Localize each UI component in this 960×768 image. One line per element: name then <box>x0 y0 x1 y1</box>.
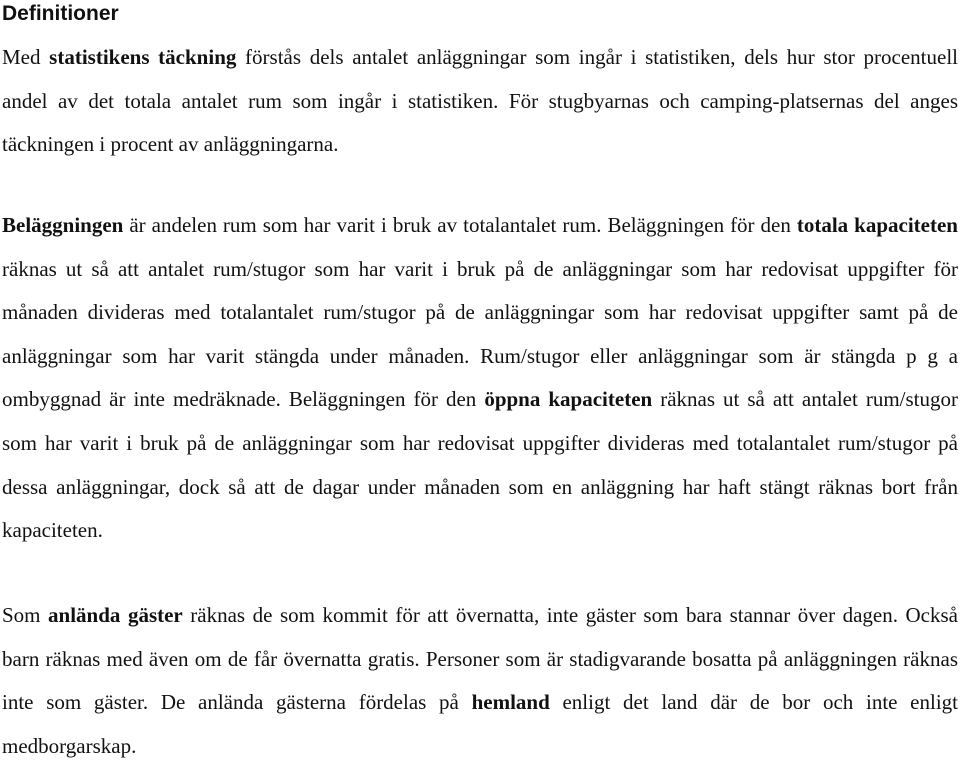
term-open-capacity: öppna kapaciteten <box>484 387 653 412</box>
term-arriving-guests: anlända gäster <box>48 603 183 627</box>
text-run: räknas de som kommit för att övernatta, inte gäster som bara stannar över dagen. Också barn räknas med även om de får övernatta gratis. Personer som är stadigvarande bosatta på anläggningen räknas inte som gäster. De anlända gästerna fördelas på <box>2 603 958 714</box>
term-total-capacity: totala kapaciteten <box>796 213 958 237</box>
paragraph-occupancy <box>2 204 958 553</box>
section-heading: Definitioner <box>2 2 119 25</box>
paragraph-coverage <box>2 36 958 167</box>
text-run: räknas ut så att antalet rum/stugor som har varit i bruk på de anläggningar som har redovisat uppgifter för månaden divideras med totalantalet rum/stugor på de anläggningar som har redovisat uppgifter samt på de anläggningar som har varit stängda under månaden. Rum/stugor eller anläggningar som är stängda p g a ombyggnad är inte medräknade. Beläggningen för den <box>2 256 958 412</box>
paragraph-arriving-guests <box>2 594 958 768</box>
text-run: räknas ut så att antalet rum/stugor som har varit i bruk på de anläggningar som har redovisat uppgifter divideras med totalantalet rum/stugor på dessa anläggningar, dock så att de dagar under månaden som en anläggning har haft stängt räknas bort från kapaciteten. <box>2 387 959 543</box>
text-run: är andelen rum som har varit i bruk av totalantalet rum. Beläggningen för den <box>123 213 797 237</box>
text-run: Som <box>2 603 49 627</box>
text-run: enligt det land där de bor och inte enligt medborgarskap. <box>2 690 958 758</box>
text-run: Med <box>2 45 50 69</box>
term-statistical-coverage: statistikens täckning <box>49 45 237 69</box>
text-run: förstås dels antalet anläggningar som ingår i statistiken, dels hur stor procentuell andel av det totala antalet rum som ingår i statistiken. För stugbyarnas och camping-platsernas del anges täckningen i procent av anläggningarna. <box>2 45 958 156</box>
term-occupancy: Beläggningen <box>2 213 124 237</box>
term-home-country: hemland <box>471 690 550 714</box>
